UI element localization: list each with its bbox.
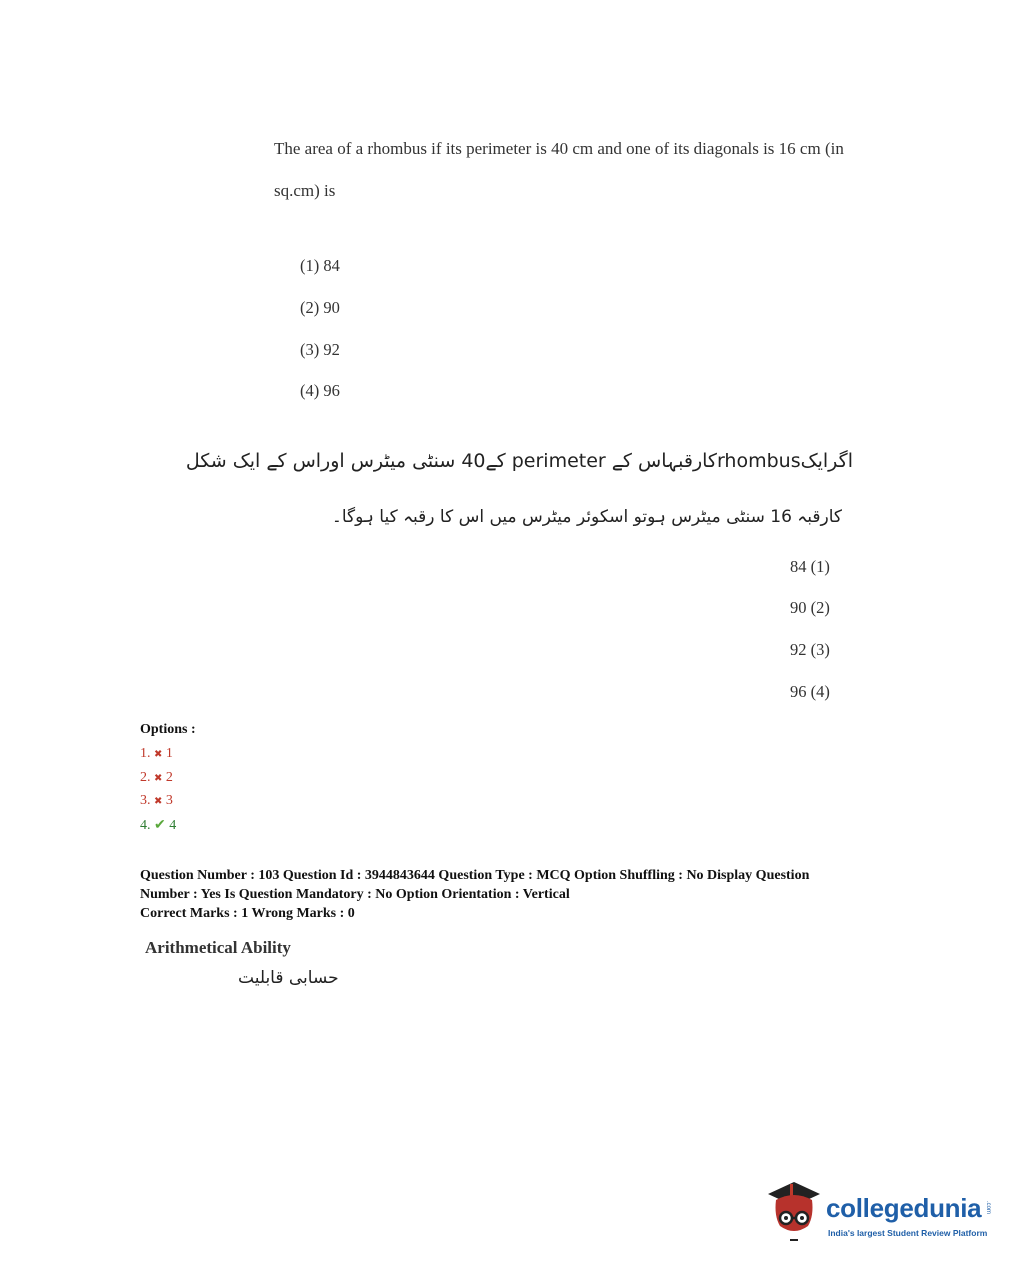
- logo-com: .com: [985, 1201, 991, 1215]
- question-urdu-line2: کارقبہ 16 سنٹی میٹرس ہوتو اسکوئر میٹرس میں اس کا رقبہ کیا ہوگا۔: [331, 507, 842, 527]
- question-english-line1: The area of a rhombus if its perimeter is 40 cm and one of its diagonals is 16 cm (in: [274, 139, 844, 158]
- urdu-option-2: 90 (2): [790, 598, 830, 617]
- english-option-1: (1) 84: [300, 256, 340, 275]
- logo-tagline: India's largest Student Review Platform: [828, 1228, 988, 1238]
- urdu-option-1: 84 (1): [790, 557, 830, 576]
- english-option-3: (3) 92: [300, 340, 340, 359]
- options-title: Options :: [140, 722, 196, 737]
- question-meta-line1: Question Number : 103 Question Id : 3944843644 Question Type : MCQ Option Shuffling : No Display Question: [140, 868, 810, 883]
- english-option-4: (4) 96: [300, 381, 340, 400]
- english-option-2: (2) 90: [300, 298, 340, 317]
- answer-option-4: [140, 817, 176, 834]
- section-title-urdu: حسابی قابلیت: [238, 968, 339, 988]
- marks-info: Correct Marks : 1 Wrong Marks : 0: [140, 906, 355, 921]
- urdu-option-4: 96 (4): [790, 682, 830, 701]
- answer-option-value: 4: [169, 818, 177, 833]
- collegedunia-mascot-icon: [764, 1176, 824, 1246]
- answer-option-number: 2.: [140, 770, 151, 785]
- question-meta: [140, 866, 910, 904]
- answer-option-3: [140, 793, 173, 809]
- check-icon: ✔: [154, 818, 166, 833]
- question-meta-line2: Number : Yes Is Question Mandatory : No Option Orientation : Vertical: [140, 887, 570, 902]
- cross-icon: ✖: [154, 796, 163, 807]
- cross-icon: ✖: [154, 749, 163, 760]
- answer-option-number: 1.: [140, 746, 151, 761]
- question-english: [274, 128, 914, 212]
- question-english-line2: sq.cm) is: [274, 181, 336, 200]
- answer-option-number: 4.: [140, 818, 151, 833]
- answer-option-value: 3: [165, 793, 173, 808]
- cross-icon: ✖: [154, 773, 163, 784]
- answer-option-value: 1: [165, 746, 173, 761]
- answer-option-1: [140, 746, 173, 762]
- question-urdu-line1: اگرایکrhombusکارقبہاس کے perimeter کے40 سنٹی میٹرس اوراس کے ایک شکل: [185, 450, 853, 472]
- urdu-option-3: 92 (3): [790, 640, 830, 659]
- answer-option-number: 3.: [140, 793, 151, 808]
- logo-wordmark: collegedunia: [826, 1193, 982, 1223]
- section-title-english: Arithmetical Ability: [145, 938, 291, 957]
- answer-option-2: [140, 770, 173, 786]
- answer-option-value: 2: [165, 770, 173, 785]
